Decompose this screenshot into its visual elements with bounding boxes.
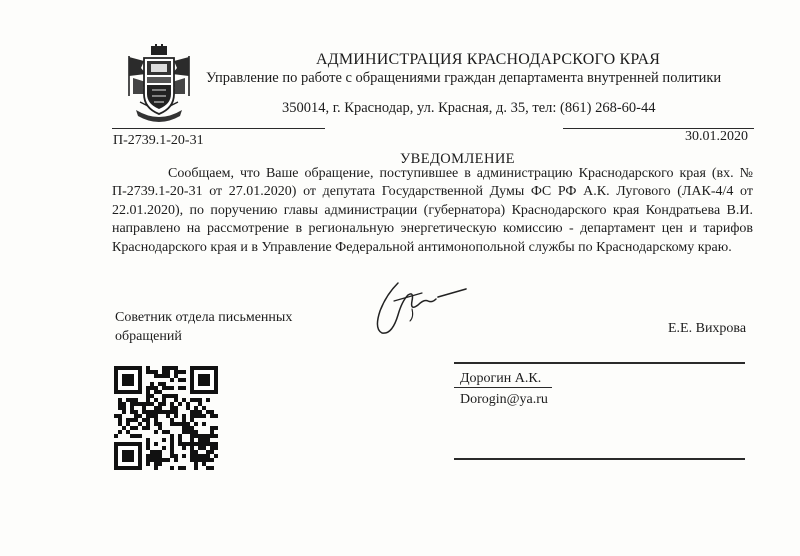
recipient-name-underline xyxy=(454,387,552,388)
document-title: УВЕДОМЛЕНИЕ xyxy=(400,151,515,167)
notice-paragraph: Сообщаем, что Ваше обращение, поступившее в администрацию Краснодарского края (вх. № П-2739.1-20-31 от 27.01.2020) от депутата Государственной Думы ФС РФ А.К. Лугового (ЛАК-4/4 от 22.01.2020), по поручению главы администрации (губернатора) Краснодарского края Кондратьева В.И. направлено на рассмотрение в региональную энергетическую комиссию - департамент цен и тарифов Краснодарского края и в Управление Федеральной антимонопольной службы по Краснодарскому краю. xyxy=(112,166,753,255)
notice-body xyxy=(112,165,753,257)
registration-number: П-2739.1-20-31 xyxy=(113,133,204,148)
header-divider-left xyxy=(112,128,325,129)
coat-of-arms-emblem xyxy=(126,44,192,124)
organization-name: АДМИНИСТРАЦИЯ КРАСНОДАРСКОГО КРАЯ xyxy=(316,51,661,68)
signatory-position: Советник отдела письменных обращений xyxy=(115,310,293,344)
department-name: Управление по работе с обращениями граждан департамента внутренней политики xyxy=(206,70,722,86)
qr-code xyxy=(114,366,218,470)
signatory-name: Е.Е. Вихрова xyxy=(668,321,747,336)
recipient-line-bottom xyxy=(454,458,745,460)
recipient-name: Дорогин А.К. xyxy=(460,371,542,386)
recipient-block xyxy=(460,369,548,410)
recipient-line-top xyxy=(454,362,745,364)
recipient-email: Dorogin@ya.ru xyxy=(460,391,548,407)
document-date: 30.01.2020 xyxy=(685,129,748,144)
handwritten-signature xyxy=(368,271,468,341)
address-line: 350014, г. Краснодар, ул. Красная, д. 35, тел: (861) 268-60-44 xyxy=(282,100,656,116)
